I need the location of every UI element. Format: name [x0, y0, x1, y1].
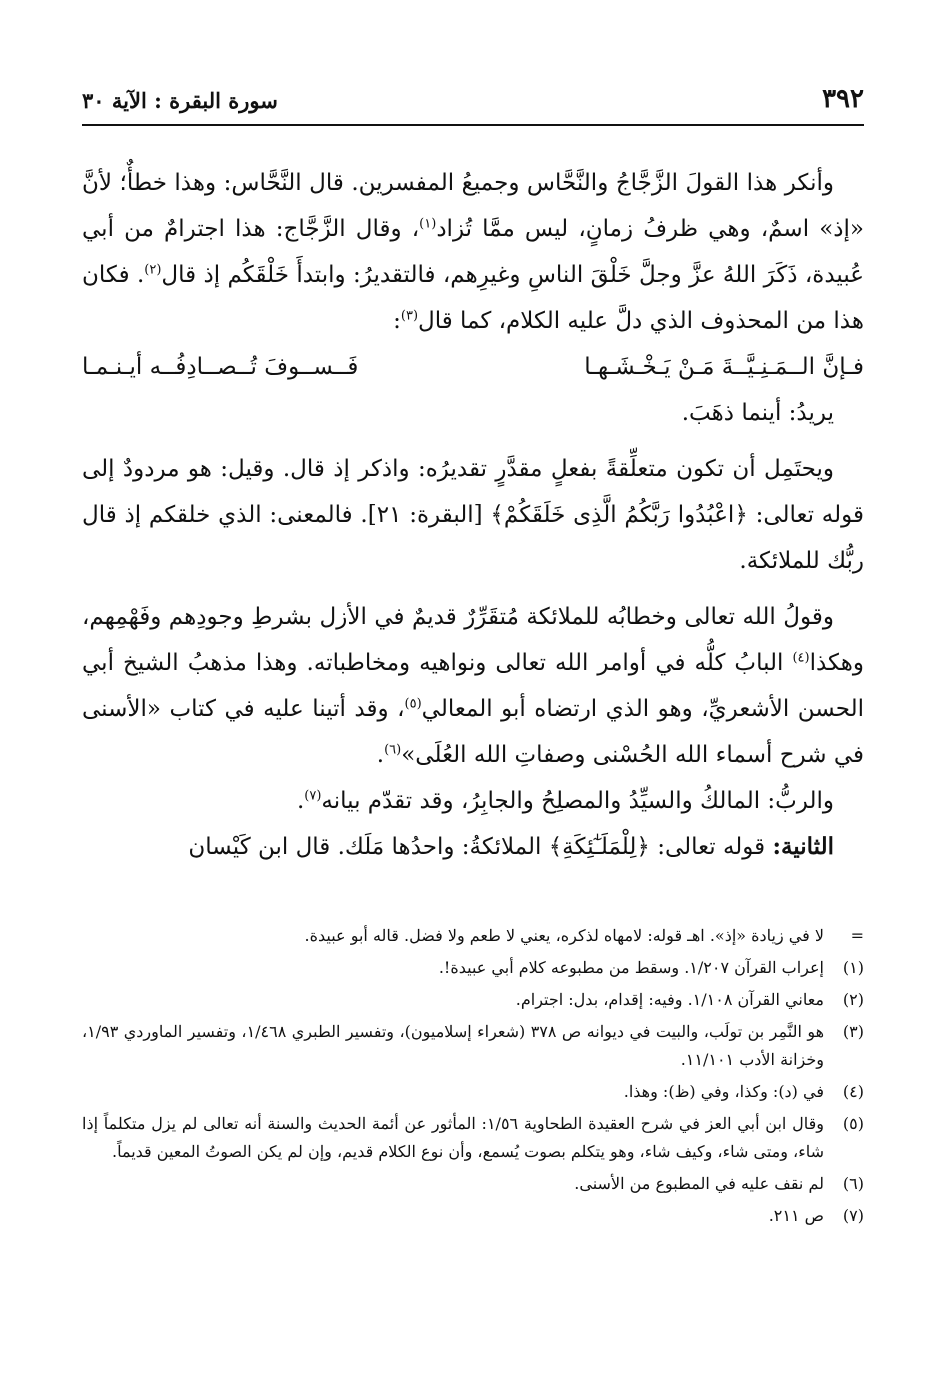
section-term: الثانية: — [772, 833, 834, 860]
footnote-item — [82, 1110, 864, 1166]
paragraph-4-text-b: البابُ كلُّه في أوامر الله تعالى ونواهيه ومخاطباته. وهذا مذهبُ الشيخ أبي الحسن الأشعريِّ، وهو الذي ارتضاه أبو المعالي — [82, 650, 864, 722]
paragraph-1-text-a: وأنكر هذا القولَ الزَّجَّاجُ والنَّحَّاس وجميعُ المفسرين. قال النَّحَّاس: وهذا خطأٌ؛ لأنَّ «إذ» اسمٌ، وهي ظرفُ زمانٍ، ليس ممَّا تُزاد — [82, 170, 864, 242]
footnote-text: إعراب القرآن ١/٢٠٧. وسقط من مطبوعه كلام أبي عبيدة!. — [438, 958, 824, 977]
running-title: سورة البقرة : الآية ٣٠ — [82, 88, 278, 113]
footnote-number: (٧) — [842, 1206, 864, 1225]
paragraph-5-text-a: والربُّ: المالكُ والسيِّدُ والمصلِحُ والجابِرُ، وقد تقدّم بيانه — [321, 788, 834, 814]
footnote-ref-1: (١) — [419, 216, 437, 232]
verse-second-hemistich: فَــســوفَ تُــصــادِفُــه أيـنـمـا — [82, 354, 359, 380]
footnote-ref-3: (٣) — [400, 308, 419, 324]
footnote-item — [82, 986, 864, 1014]
paragraph-4-text-c: ، وقد أتينا عليه في كتاب «الأسنى في شرح أسماء الله الحُسْنى وصفاتِ الله العُلَى» — [82, 696, 864, 768]
footnote-text: معاني القرآن ١/١٠٨. وفيه: إقدام، بدل: اجترام. — [515, 990, 824, 1009]
footnote-item — [82, 1018, 864, 1074]
footnote-number: (٦) — [842, 1174, 864, 1193]
footnote-number: (٤) — [842, 1082, 864, 1101]
footnote-text: لا في زيادة «إذ». اهـ قوله: لامهاه لذكره، يعني لا طعم ولا فضل. قاله أبو عبيدة. — [304, 926, 824, 945]
footnote-item — [82, 1078, 864, 1106]
page-number: ٣٩٢ — [822, 84, 864, 114]
footnote-ref-5: (٥) — [404, 696, 422, 712]
footnotes — [82, 922, 864, 1234]
paragraph-4-text-a: وقولُ الله تعالى وخطابُه للملائكة مُتقَرِّرٌ قديمٌ في الأزل بشرطِ وجودِهم وفَهْمِهم، وهكذا — [82, 604, 864, 676]
footnote-number: (١) — [842, 958, 864, 977]
paragraph-5 — [82, 778, 864, 824]
paragraph-4 — [82, 594, 864, 778]
footnote-item — [82, 1202, 864, 1230]
paragraph-5-text-b: . — [296, 788, 305, 814]
footnote-text: هو النَّمِر بن تولَب، والبيت في ديوانه ص ٣٧٨ (شعراء إسلاميون)، وتفسير الطبري ١/٤٦٨، وتفسير الماوردي ١/٩٣، وخزانة الأدب ١١/١٠١. — [82, 1022, 825, 1069]
footnote-text: لم نقف عليه في المطبوع من الأسنى. — [574, 1174, 824, 1193]
footnote-item — [82, 1170, 864, 1198]
footnote-number: (٥) — [842, 1114, 864, 1133]
footnote-item — [82, 922, 864, 950]
page-header — [82, 78, 864, 126]
footnote-number: = — [850, 926, 864, 945]
footnote-number: (٢) — [842, 990, 864, 1009]
paragraph-1-text-c: . فكان هذا من المحذوف الذي دلَّ عليه الكلام، كما قال — [82, 262, 864, 334]
paragraph-1-text-d: : — [393, 308, 401, 334]
footnote-ref-7: (٧) — [304, 788, 322, 804]
footnote-text: وقال ابن أبي العز في شرح العقيدة الطحاوية ١/٥٦: المأثور عن أئمة الحديث والسنة أنه تعالى لم يزل متكلماً إذا شاء، ومتى شاء، وكيف شاء، وهو يتكلم بصوت يُسمع، وأن نوع الكلام قديم، وإن لم يكن الصوتُ المعين قديماً. — [82, 1114, 825, 1161]
footnote-text: في (د): وكذا، وفي (ظ): وهذا. — [623, 1082, 824, 1101]
poetry-verse — [82, 344, 864, 390]
paragraph-1 — [82, 160, 864, 344]
paragraph-3: ويحتَمِل أن تكون متعلِّقةً بفعلٍ مقدَّرٍ تقديرُه: واذكر إذ قال. وقيل: هو مردودٌ إلى قوله تعالى: ﴿اعْبُدُوا رَبَّكُمُ الَّذِى خَلَقَكُمْ﴾ [البقرة: ٢١]. فالمعنى: الذي خلقكم إذ قال ربُّك للملائكة. — [82, 456, 864, 574]
paragraph-2: يريدُ: أينما ذهَبَ. — [681, 400, 834, 426]
paragraph-4-text-d: . — [376, 742, 385, 768]
paragraph-6 — [82, 824, 864, 870]
footnote-text: ص ٢١١. — [768, 1206, 824, 1225]
footnote-number: (٣) — [842, 1022, 864, 1041]
paragraph-1-text-b: ، وقال الزَّجَّاج: هذا اجترامٌ من أبي عُبيدة، ذَكَرَ اللهُ عزَّ وجلَّ خَلْقَ الناسِ وغيرِهم، فالتقديرُ: وابتدأَ خَلْقَكُم إذ قال — [82, 216, 865, 288]
paragraph-6-text: قوله تعالى: ﴿لِلْمَلَـٰٓئِكَةِ﴾ الملائكةُ: واحدُها مَلَك. قال ابن كَيْسان — [188, 834, 773, 860]
footnote-item — [82, 954, 864, 982]
footnote-ref-4: (٤) — [792, 650, 810, 666]
footnote-ref-6: (٦) — [384, 742, 402, 758]
verse-first-hemistich: فـإنَّ الــمَـنِـيَّــةَ مَـنْ يَـخْـشَـهـا — [584, 354, 864, 380]
footnote-ref-2: (٢) — [144, 262, 162, 278]
main-text — [82, 160, 864, 870]
